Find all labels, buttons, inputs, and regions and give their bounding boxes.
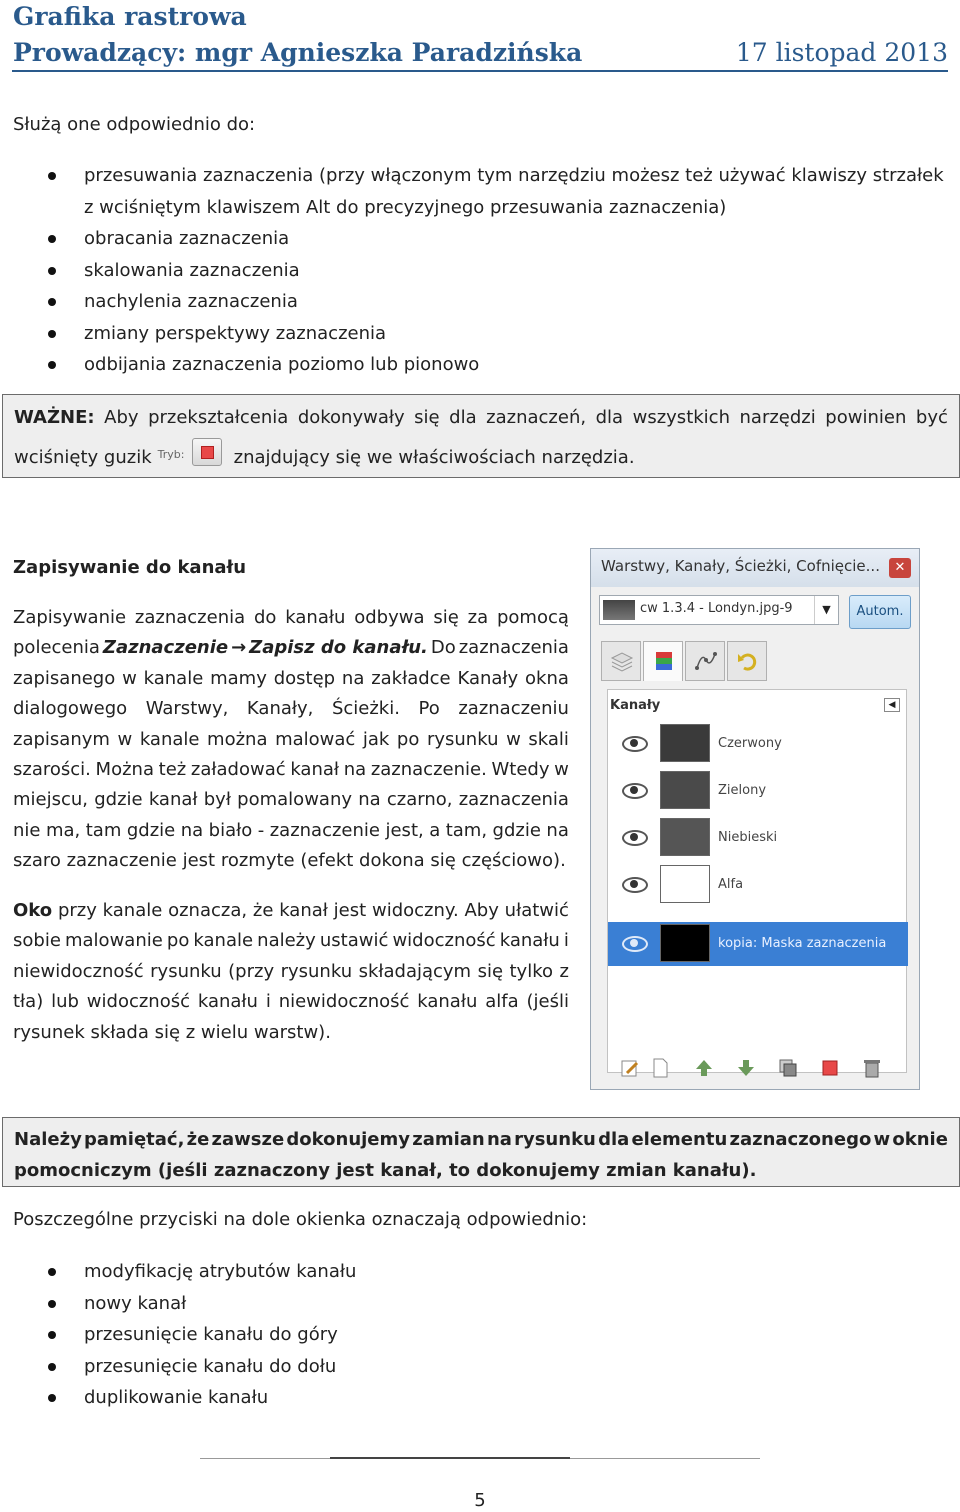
word: Ścieżki.: [331, 698, 400, 720]
layers-icon: [610, 650, 634, 672]
list-item: nachylenia zaznaczenia: [0, 286, 960, 318]
close-icon[interactable]: ✕: [889, 558, 911, 578]
word: (jeśli: [526, 991, 569, 1013]
bullet-icon: [48, 172, 56, 180]
channel-name: Zielony: [718, 783, 767, 798]
word: zaznaczeń,: [486, 407, 587, 428]
word: dostęp: [273, 667, 336, 689]
instructor-line: Prowadzący: mgr Agnieszka Paradzińska: [13, 38, 583, 67]
collapse-icon[interactable]: ◀: [884, 698, 900, 712]
word: elementu: [631, 1129, 728, 1150]
operations-list: [0, 160, 960, 381]
word: zamian: [412, 1129, 485, 1150]
intro-paragraph: Służą one odpowiednio do:: [13, 114, 256, 135]
word: zaznaczenia: [458, 789, 569, 811]
word: czarno,: [386, 789, 453, 811]
word: do: [253, 607, 277, 628]
list-item: przesuwania zaznaczenia (przy włączonym tym narzędziu możesz też używać klawiszy strzałek z wciśniętym klawiszem Alt do precyzyjnego przesuwania zaznaczenia): [0, 160, 960, 223]
channel-thumbnail: [660, 771, 710, 809]
word: i: [563, 930, 569, 952]
list-item: obracania zaznaczenia: [0, 223, 960, 255]
tab-channels[interactable]: [643, 641, 683, 681]
text-line: [13, 664, 569, 694]
word: Wtedy: [491, 759, 550, 781]
channel-row[interactable]: [608, 722, 908, 766]
channel-row[interactable]: [608, 922, 908, 966]
word: dla: [449, 407, 477, 428]
word: dla: [598, 1129, 630, 1150]
word: kanału: [285, 607, 346, 628]
word: Zaznaczenie: [102, 637, 229, 659]
word: narzędzi: [739, 407, 816, 428]
word: z: [559, 960, 569, 982]
word: widoczność: [392, 930, 496, 952]
note-line-1: [14, 403, 948, 433]
bullet-icon: [48, 298, 56, 306]
dialog-titlebar: Warstwy, Kanały, Ścieżki, Cofnięcie... ✕: [591, 549, 919, 587]
word: kanału: [197, 991, 258, 1013]
word: pomocą: [496, 607, 569, 628]
buttons-list: [0, 1256, 960, 1414]
paragraph-channel-save: [13, 603, 569, 877]
tab-layers[interactable]: [601, 641, 641, 681]
word: mamy: [210, 667, 267, 689]
channels-icon: [652, 650, 676, 672]
document-title: Grafika rastrowa: [13, 2, 247, 31]
undo-icon: [736, 650, 760, 672]
list-item: zmiany perspektywy zaznaczenia: [0, 318, 960, 350]
word: nie: [13, 819, 41, 841]
lower-channel-icon[interactable]: [735, 1057, 757, 1079]
list-item: nowy kanał: [0, 1288, 960, 1320]
eye-icon[interactable]: [622, 830, 646, 844]
word: się: [477, 960, 504, 982]
channel-to-selection-icon[interactable]: [819, 1057, 841, 1079]
word: kanale: [143, 667, 204, 689]
text-line: [13, 694, 569, 724]
word: a: [429, 819, 441, 841]
dock-tabs: [601, 641, 781, 681]
important-note: [2, 394, 960, 478]
word: i: [265, 991, 271, 1013]
chevron-down-icon[interactable]: ▼: [814, 596, 838, 624]
list-item: modyfikację atrybutów kanału: [0, 1256, 960, 1288]
auto-button[interactable]: Autom.: [849, 595, 911, 629]
word: kanału: [499, 930, 560, 952]
word: skali: [528, 728, 569, 750]
channel-name: Niebieski: [718, 830, 778, 845]
word: kanału: [417, 991, 478, 1013]
word: rysunku: [426, 728, 499, 750]
word: malowanie: [64, 930, 163, 952]
channel-thumbnail: [660, 865, 710, 903]
word: zapisanym: [13, 728, 110, 750]
word: przy: [57, 900, 97, 921]
paths-icon: [694, 650, 718, 672]
eye-icon[interactable]: [622, 936, 646, 950]
word: w: [554, 759, 569, 781]
word: zaznaczenie.: [370, 759, 487, 781]
word: za: [467, 607, 489, 628]
text-line: [13, 987, 569, 1017]
word: wszystkich: [632, 407, 730, 428]
word: widoczność: [86, 991, 190, 1013]
duplicate-channel-icon[interactable]: [777, 1057, 799, 1079]
channel-name: Alfa: [718, 877, 744, 892]
word: biało: [208, 819, 253, 841]
word: dialogowego: [13, 698, 128, 720]
word: w: [117, 728, 133, 750]
word: należy: [257, 930, 316, 952]
word: dokonywały: [297, 407, 405, 428]
eye-icon[interactable]: [622, 783, 646, 797]
word: pamiętać,: [84, 1129, 185, 1150]
text-line: [13, 957, 569, 987]
word: być: [915, 407, 948, 428]
gimp-channels-dialog: [590, 548, 920, 1090]
word: Warstwy,: [145, 698, 229, 720]
word: Oko: [13, 900, 53, 921]
word: kanał: [290, 759, 340, 781]
word: zaznaczenie: [269, 819, 380, 841]
word: na: [358, 789, 381, 811]
word: ma,: [45, 819, 81, 841]
word: tła): [13, 991, 44, 1013]
word: okna: [525, 667, 569, 689]
word: oknie: [892, 1129, 948, 1150]
list-item: skalowania zaznaczenia: [0, 255, 960, 287]
text-line: rysunek składa się z wielu warstw).: [13, 1021, 331, 1043]
word: (przy: [228, 960, 275, 982]
word: WAŻNE:: [14, 407, 95, 428]
image-thumbnail: [603, 600, 635, 620]
word: zaznaczenia: [458, 637, 569, 659]
word: gdzie: [94, 789, 143, 811]
word: zaznaczonego: [729, 1129, 872, 1150]
channel-thumbnail: [660, 924, 710, 962]
word: na: [343, 759, 367, 781]
channel-row[interactable]: [608, 863, 908, 907]
reminder-line-2: pomocniczym (jeśli zaznaczony jest kanał, to dokonujemy zmian kanału).: [14, 1160, 757, 1181]
word: rysunku: [150, 960, 222, 982]
word: przekształcenia: [148, 407, 289, 428]
eye-icon[interactable]: [622, 736, 646, 750]
text-line: [13, 926, 569, 956]
mode-replace-icon: [192, 438, 222, 466]
word: tam,: [445, 819, 488, 841]
word: się: [433, 607, 459, 628]
word: się: [414, 407, 440, 428]
word: niewidoczność: [278, 991, 410, 1013]
word: Do: [430, 637, 456, 659]
word: kanale: [139, 728, 200, 750]
word: oznacza,: [168, 900, 248, 921]
word: lub: [51, 991, 79, 1013]
word: w: [506, 728, 521, 750]
word: Należy: [14, 1129, 82, 1150]
word: →: [231, 637, 247, 659]
list-item: odbijania zaznaczenia poziomo lub pionowo: [0, 349, 960, 381]
bullet-icon: [48, 267, 56, 275]
word: jak: [362, 728, 390, 750]
word: kanale: [102, 900, 163, 921]
channel-name: Czerwony: [718, 736, 782, 751]
channel-row[interactable]: [608, 816, 908, 860]
word: rysunku: [280, 960, 353, 982]
bullet-icon: [48, 1394, 56, 1402]
reminder-line-1: [14, 1124, 948, 1155]
channel-thumbnail: [660, 818, 710, 856]
reminder-note: [2, 1117, 960, 1187]
word: jest,: [385, 819, 424, 841]
text-line: [13, 725, 569, 755]
list-item: przesunięcie kanału do dołu: [0, 1351, 960, 1383]
text-line: [13, 896, 569, 926]
page-number: 5: [474, 1490, 486, 1511]
word: tylko: [509, 960, 554, 982]
channel-button-bar: [613, 1055, 903, 1081]
word: malować: [275, 728, 356, 750]
bullet-icon: [48, 1363, 56, 1371]
word: niewidoczność: [13, 960, 144, 982]
word: można: [207, 728, 268, 750]
channel-row[interactable]: [608, 769, 908, 813]
word: gdzie: [126, 819, 176, 841]
word: załadować: [190, 759, 286, 781]
word: kanał: [148, 789, 198, 811]
word: jest: [333, 900, 367, 921]
text-line: [13, 816, 569, 846]
word: Aby: [104, 407, 139, 428]
text-line: [13, 633, 569, 663]
word: na: [180, 819, 204, 841]
word: zaznaczeniu: [458, 698, 569, 720]
word: Zapisz do kanału.: [249, 637, 428, 659]
edit-attributes-icon[interactable]: [619, 1057, 641, 1079]
buttons-intro: Poszczególne przyciski na dole okienka oznaczają odpowiednio:: [13, 1209, 588, 1230]
text-line: szaro zaznaczenie jest rozmyte (efekt dokona się częściowo).: [13, 850, 566, 872]
word: Aby: [464, 900, 499, 921]
channel-thumbnail: [660, 724, 710, 762]
word: na: [546, 819, 569, 841]
text-line: [13, 603, 569, 633]
tab-undo-history[interactable]: [727, 641, 767, 681]
word: kanał: [279, 900, 328, 921]
word: zapisanego: [13, 667, 116, 689]
list-item: duplikowanie kanału: [0, 1382, 960, 1414]
bullet-icon: [48, 330, 56, 338]
word: -: [257, 819, 265, 841]
header-rule: [12, 70, 948, 72]
word: polecenia: [13, 637, 100, 659]
word: dla: [595, 407, 624, 428]
word: na: [486, 1129, 512, 1150]
word: pomalowany: [237, 789, 353, 811]
word: sobie: [13, 930, 61, 952]
word: też: [158, 759, 187, 781]
word: zakładce: [371, 667, 451, 689]
word: w: [122, 667, 137, 689]
raise-channel-icon[interactable]: [693, 1057, 715, 1079]
word: że: [186, 1129, 210, 1150]
paragraph-eye-visibility: [13, 896, 569, 1048]
word: widoczny.: [371, 900, 459, 921]
word: odbywa: [354, 607, 425, 628]
word: Kanały: [457, 667, 519, 689]
word: gdzie: [492, 819, 541, 841]
bullet-icon: [48, 361, 56, 369]
word: w: [873, 1129, 891, 1150]
channel-name: kopia: Maska zaznaczenia: [718, 936, 887, 951]
word: zawsze: [211, 1129, 285, 1150]
word: po: [396, 728, 420, 750]
delete-channel-icon[interactable]: [861, 1057, 883, 1079]
list-item: przesunięcie kanału do góry: [0, 1319, 960, 1351]
bullet-icon: [48, 1331, 56, 1339]
new-channel-icon[interactable]: [649, 1057, 671, 1079]
channels-list: Kanały ◀ Czerwony Zielony Niebieski Alfa kopia: Maska zaznaczenia: [607, 689, 907, 1073]
word: ustawić: [319, 930, 389, 952]
word: szarości.: [13, 759, 91, 781]
section-heading: Zapisywanie do kanału: [13, 557, 247, 578]
word: miejscu,: [13, 789, 89, 811]
bullet-icon: [48, 1268, 56, 1276]
word: Zapisywanie: [13, 607, 127, 628]
mode-button-image: Tryb:: [156, 438, 226, 472]
word: że: [252, 900, 274, 921]
header-date: 17 listopad 2013: [735, 38, 948, 67]
word: zaznaczenia: [134, 607, 246, 628]
bullet-icon: [48, 1300, 56, 1308]
word: rysunku: [514, 1129, 596, 1150]
eye-icon[interactable]: [622, 877, 646, 891]
word: Można: [95, 759, 154, 781]
tab-paths[interactable]: [685, 641, 725, 681]
word: Po: [418, 698, 440, 720]
word: kanale: [193, 930, 254, 952]
word: na: [341, 667, 365, 689]
word: powinien: [825, 407, 907, 428]
word: alfa: [485, 991, 519, 1013]
text-line: [13, 785, 569, 815]
word: był: [203, 789, 231, 811]
note-line-2: wciśnięty guzik Tryb: znajdujący się we właściwościach narzędzia.: [14, 443, 948, 473]
image-selector[interactable]: cw 1.3.4 - Londyn.jpg-9 ▼: [599, 595, 839, 625]
word: Kanały,: [246, 698, 314, 720]
word: tam: [85, 819, 122, 841]
bullet-icon: [48, 235, 56, 243]
text-line: [13, 755, 569, 785]
word: ułatwić: [504, 900, 569, 921]
word: po: [166, 930, 190, 952]
word: dokonujemy: [286, 1129, 411, 1150]
word: składającym: [358, 960, 472, 982]
footer-rule-accent: [330, 1457, 570, 1459]
